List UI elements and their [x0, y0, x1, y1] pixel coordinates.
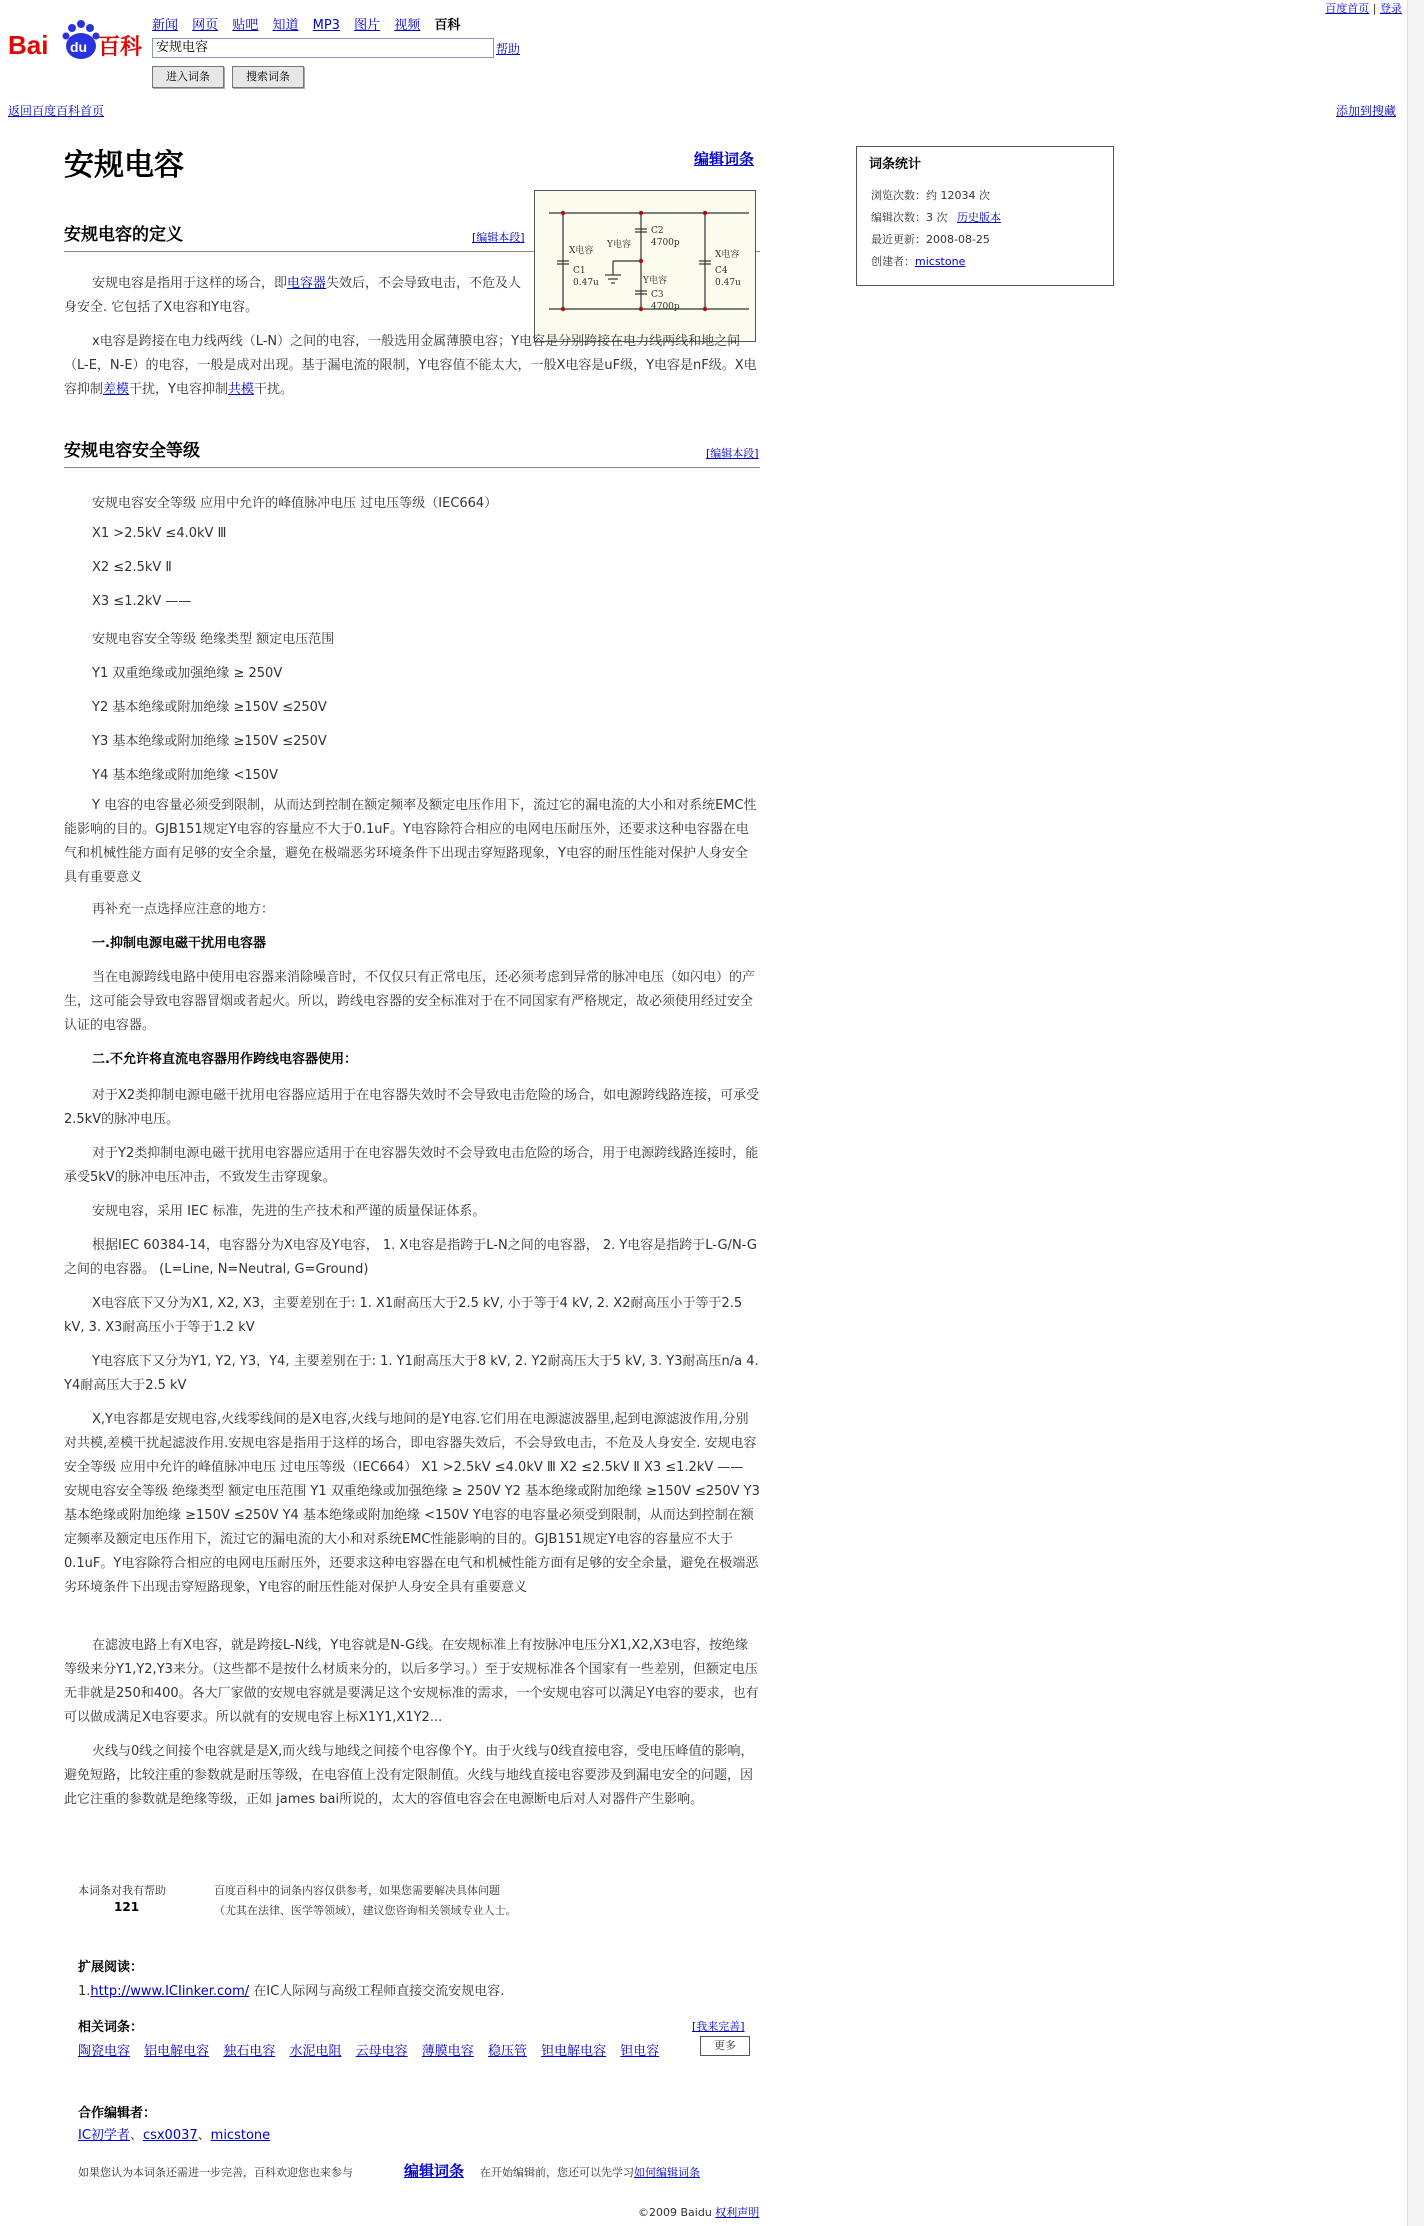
coeditor-link[interactable]: IC初学者	[78, 2128, 130, 2143]
diagram-label: 0.47u	[573, 278, 599, 288]
paragraph: Y电容底下又分为Y1, Y2, Y3，Y4, 主要差别在于: 1. Y1耐高压大于8 kV, 2. Y2耐高压大于5 kV, 3. Y3耐高压n/a 4. Y4耐高压大于2.5 kV	[64, 1354, 759, 1393]
section-title-safety-class	[64, 436, 760, 468]
safety-line: X3 ≤1.2kV ——	[92, 594, 192, 609]
related-entry-link[interactable]: 云母电容	[355, 2044, 408, 2059]
invite-text-2	[480, 2164, 700, 2180]
nav-images[interactable]: 图片	[354, 18, 381, 33]
baidu-baike-logo[interactable]	[8, 14, 144, 64]
how-to-edit-link[interactable]: 如何编辑词条	[634, 2166, 700, 2179]
coeditors-title: 合作编辑者：	[78, 2106, 157, 2121]
nav-tieba[interactable]: 贴吧	[232, 18, 259, 33]
paragraph-x-y-capacitor	[64, 330, 760, 402]
invite-text: 如果您认为本词条还需进一步完善，百科欢迎您也来参与	[78, 2166, 353, 2179]
text: 1.	[78, 1984, 91, 1999]
stats-title: 词条统计	[869, 157, 922, 172]
related-entry-link[interactable]: 水泥电阻	[289, 2044, 342, 2059]
logo-du: du	[70, 39, 88, 55]
related-entry-link[interactable]: 陶瓷电容	[78, 2044, 131, 2059]
invite-edit-entry-link[interactable]: 编辑词条	[404, 2162, 465, 2180]
diagram-label: C1	[573, 266, 586, 276]
stats-edits-row	[871, 209, 1001, 225]
separator: |	[1372, 2, 1377, 15]
related-entry-link[interactable]: 稳压管	[487, 2044, 527, 2059]
helpful-label: 本词条对我有帮助	[78, 1884, 166, 1897]
paragraph: X,Y电容都是安规电容,火线零线间的是X电容,火线与地间的是Y电容.它们用在电源滤波器里,起到电源滤波作用,分别对共模,差模干扰起滤波作用.安规电容是指用于这样的场合，即电容器失效后，不会导致电击，不危及人身安全. 安规电容安全等级 应用中允许的峰值脉冲电压 过电压等级（IEC664） X1 >2.5kV ≤4.0kV Ⅲ X2 ≤2.5kV Ⅱ X3 ≤1.2kV —— 安规电容安全等级 绝缘类型 额定电压范围 Y1 双重绝缘或加强绝缘 ≥ 250V Y2 基本绝缘或附加绝缘 ≥150V ≤250V Y3 基本绝缘或附加绝缘 ≥150V ≤250V Y4 基本绝缘或附加绝缘 <150V Y电容的电容量必须受到限制，从而达到控制在额定频率及额定电压作用下，流过它的漏电流的大小和对系统EMC性能影响的目的。GJB151规定Y电容的容量应不大于0.1uF。Y电容除符合相应的电网电压耐压外，还要求这种电容器在电气和机械性能方面有足够的安全余量，避免在极端恶劣环境条件下出现击穿短路现象，Y电容的耐压性能对保护人身安全具有重要意义	[64, 1412, 760, 1595]
diagram-label: C4	[715, 266, 728, 276]
scrollbar[interactable]	[1407, 0, 1424, 2226]
stats-creator-label: 创建者：	[871, 255, 915, 268]
entry-stats-box	[856, 146, 1114, 286]
coeditor-link[interactable]: micstone	[210, 2128, 271, 2143]
nav-web[interactable]: 网页	[192, 18, 219, 33]
nav-mp3[interactable]: MP3	[312, 18, 340, 33]
enter-entry-button[interactable]: 进入词条	[152, 66, 224, 88]
text: 干扰，Y电容抑制	[129, 382, 228, 397]
safety-line: Y4 基本绝缘或附加绝缘 <150V	[92, 768, 279, 783]
related-entries-title: 相关词条：	[78, 2020, 144, 2035]
stats-edits: 编辑次数：3 次	[871, 211, 948, 224]
safety-line: Y2 基本绝缘或附加绝缘 ≥150V ≤250V	[92, 700, 327, 715]
text: 安规电容是指用于这样的场合，即	[92, 276, 288, 291]
related-entry-link[interactable]: 钽电容	[620, 2044, 660, 2059]
paragraph: 再补充一点选择应注意的地方：	[92, 902, 275, 917]
paragraph: 对于X2类抑制电源电磁干扰用电容器应适用于在电容器失效时不会导致电击危险的场合，如电源跨线路连接，可承受2.5kV的脉冲电压。	[64, 1088, 760, 1127]
related-entry-link[interactable]: 独石电容	[223, 2044, 276, 2059]
text: x电容是跨接在电力线两线（L-N）之间的电容，一般选用金属薄膜电容；Y电容是分别跨接在电力线两线和地之间（L-E，N-E）的电容，一般是成对出现。基于漏电流的限制，Y电容值不能太大，一般X电容是uF级，Y电容是nF级。X电容抑制	[64, 334, 757, 397]
logo-bai: Bai	[8, 30, 49, 60]
stats-views: 浏览次数：约 12034 次	[871, 189, 990, 202]
nav-zhidao[interactable]: 知道	[272, 18, 299, 33]
stats-updated: 最近更新：2008-08-25	[871, 233, 990, 246]
disclaimer-line-1: 百度百科中的词条内容仅供参考，如果您需要解决具体问题	[214, 1884, 500, 1897]
paragraph: 对于Y2类抑制电源电磁干扰用电容器应适用于在电容器失效时不会导致电击危险的场合，用于电源跨线路连接时，能承受5kV的脉冲电压冲击，不致发生击穿现象。	[64, 1146, 759, 1185]
safety-line: Y3 基本绝缘或附加绝缘 ≥150V ≤250V	[92, 734, 327, 749]
diagram-label: C2	[651, 226, 664, 236]
copyright	[638, 2204, 759, 2220]
more-related-button[interactable]: 更多	[700, 2036, 750, 2056]
safety-line: X1 >2.5kV ≤4.0kV Ⅲ	[92, 526, 227, 541]
nav-video[interactable]: 视频	[394, 18, 421, 33]
stats-creator-row	[871, 253, 965, 269]
subheading: 一.抑制电源电磁干扰用电容器	[92, 936, 266, 951]
text: 失效后，不会导致电击，不危及人身安全. 它包括了X电容和Y电容。	[64, 276, 522, 315]
subheading: 二.不允许将直流电容器用作跨线电容器使用：	[92, 1052, 357, 1067]
login-link[interactable]: 登录	[1380, 2, 1402, 15]
paragraph: 根据IEC 60384-14，电容器分为X电容及Y电容， 1. X电容是指跨于L-N之间的电容器， 2. Y电容是指跨于L-G/N-G之间的电容器。 (L=Line, N=Neutral, G=Ground)	[64, 1238, 757, 1277]
paragraph-definition	[64, 272, 530, 320]
extended-reading-item	[78, 1980, 504, 1999]
paragraph: 火线与0线之间接个电容就是是X,而火线与地线之间接个电容像个Y。由于火线与0线直接电容，受电压峰值的影响，避免短路，比较注重的参数就是耐压等级，在电容值上没有定限制值。火线与地线直接电容要涉及到漏电安全的问题，因此它注重的参数就是绝缘等级，正如 james bai所说的，太大的容值电容会在电源断电后对人对器件产生影响。	[64, 1744, 754, 1807]
history-link[interactable]: 历史版本	[957, 211, 1001, 224]
capacitor-link[interactable]: 电容器	[287, 276, 327, 291]
diagram-label: 4700p	[651, 302, 680, 312]
helpful-count[interactable]: 121	[114, 1900, 140, 1914]
section-title-text: 安规电容的定义	[64, 225, 183, 245]
paragraph: Y 电容的电容量必须受到限制，从而达到控制在额定频率及额定电压作用下，流过它的漏电流的大小和对系统EMC性能影响的目的。GJB151规定Y电容的容量应不大于0.1uF。Y电容除符合相应的电网电压耐压外，还要求这种电容器在电气和机械性能方面有足够的安全余量，避免在极端恶劣环境条件下出现击穿短路现象，Y电容的耐压性能对保护人身安全具有重要意义	[64, 798, 757, 885]
circuit-diagram-image	[534, 190, 756, 342]
copyright-text: ©2009 Baidu	[638, 2206, 716, 2219]
rights-statement-link[interactable]: 权利声明	[715, 2206, 760, 2219]
edit-entry-link[interactable]: 编辑词条	[694, 150, 755, 168]
safety-line: Y1 双重绝缘或加强绝缘 ≥ 250V	[92, 666, 283, 681]
search-entry-button[interactable]: 搜索词条	[232, 66, 304, 88]
differential-mode-link[interactable]: 差模	[103, 382, 130, 397]
nav-news[interactable]: 新闻	[152, 18, 179, 33]
safety-line: X2 ≤2.5kV Ⅱ	[92, 560, 172, 575]
related-entries-list	[78, 2040, 669, 2059]
diagram-label: 0.47u	[715, 278, 741, 288]
related-entry-link[interactable]: 薄膜电容	[421, 2044, 474, 2059]
text: 在开始编辑前，您还可以先学习	[480, 2166, 634, 2179]
paragraph: X电容底下又分为X1, X2, X3，主要差别在于: 1. X1耐高压大于2.5 kV, 小于等于4 kV, 2. X2耐高压小于等于2.5 kV, 3. X3耐高压小于等于1.2 kV	[64, 1296, 743, 1335]
edit-section-link[interactable]: [编辑本段]	[706, 447, 759, 460]
text: 在IC人际网与高级工程师直接交流安规电容.	[249, 1984, 505, 1999]
related-entry-link[interactable]: 铝电解电容	[144, 2044, 210, 2059]
help-link[interactable]: 帮助	[496, 42, 521, 56]
diagram-label: Y电容	[607, 240, 631, 250]
diagram-label: X电容	[569, 246, 594, 256]
baidu-home-link[interactable]: 百度首页	[1325, 2, 1370, 15]
text: 干扰。	[254, 382, 294, 397]
add-to-favorites-link[interactable]: 添加到搜藏	[1335, 104, 1396, 118]
safety-line: 安规电容安全等级 应用中允许的峰值脉冲电压 过电压等级（IEC664）	[92, 496, 498, 511]
paragraph: 在滤波电路上有X电容，就是跨接L-N线，Y电容就是N-G线。在安规标准上有按脉冲电压分X1,X2,X3电容，按绝缘等级来分Y1,Y2,Y3来分。（这些都不是按什么材质来分的，以后多学习。）至于安规标准各个国家有一些差别，但额定电压无非就是250和400。各大厂家做的安规电容就是要满足这个安规标准的需求，一个安规电容可以满足Y电容的要求，也有可以做成满足X电容要求。所以就有的安规电容上标X1Y1,X1Y2...	[64, 1638, 759, 1725]
paragraph: 安规电容，采用 IEC 标准，先进的生产技术和严谨的质量保证体系。	[92, 1204, 486, 1219]
edit-section-link[interactable]: [编辑本段]	[472, 231, 525, 244]
diagram-label: C3	[651, 290, 664, 300]
diagram-label: X电容	[715, 250, 740, 260]
diagram-label: 4700p	[651, 238, 680, 248]
disclaimer-line-2: （尤其在法律、医学等领域），建议您咨询相关领域专业人士。	[214, 1904, 517, 1917]
creator-link[interactable]: micstone	[915, 255, 966, 268]
back-to-baike-home-link[interactable]: 返回百度百科首页	[8, 104, 105, 118]
search-input[interactable]: 安规电容	[152, 38, 494, 58]
related-entry-link[interactable]: 钽电解电容	[541, 2044, 607, 2059]
improve-link[interactable]: [我来完善]	[692, 2020, 745, 2033]
coeditors-list: IC初学者、csx0037、micstone	[78, 2128, 271, 2143]
coeditor-link[interactable]: csx0037	[142, 2128, 198, 2143]
top-links	[1325, 0, 1402, 16]
common-mode-link[interactable]: 共模	[227, 382, 254, 397]
page-title: 安规电容	[64, 148, 184, 183]
logo-baike: 百科	[98, 34, 143, 59]
safety-line: 安规电容安全等级 绝缘类型 额定电压范围	[92, 632, 335, 647]
icinker-link[interactable]: http://www.ICIinker.com/	[90, 1984, 250, 1999]
extended-reading-title: 扩展阅读：	[78, 1960, 144, 1975]
paragraph: 当在电源跨线电路中使用电容器来消除噪音时，不仅仅只有正常电压，还必须考虑到异常的脉冲电压（如闪电）的产生，这可能会导致电容器冒烟或者起火。所以，跨线电容器的安全标准对于在不同国家有严格规定，故必须使用经过安全认证的电容器。	[64, 970, 756, 1033]
nav-baike: 百科	[434, 18, 461, 33]
section-title-text: 安规电容安全等级	[64, 441, 200, 461]
diagram-label: Y电容	[643, 276, 667, 286]
top-nav	[152, 14, 470, 33]
